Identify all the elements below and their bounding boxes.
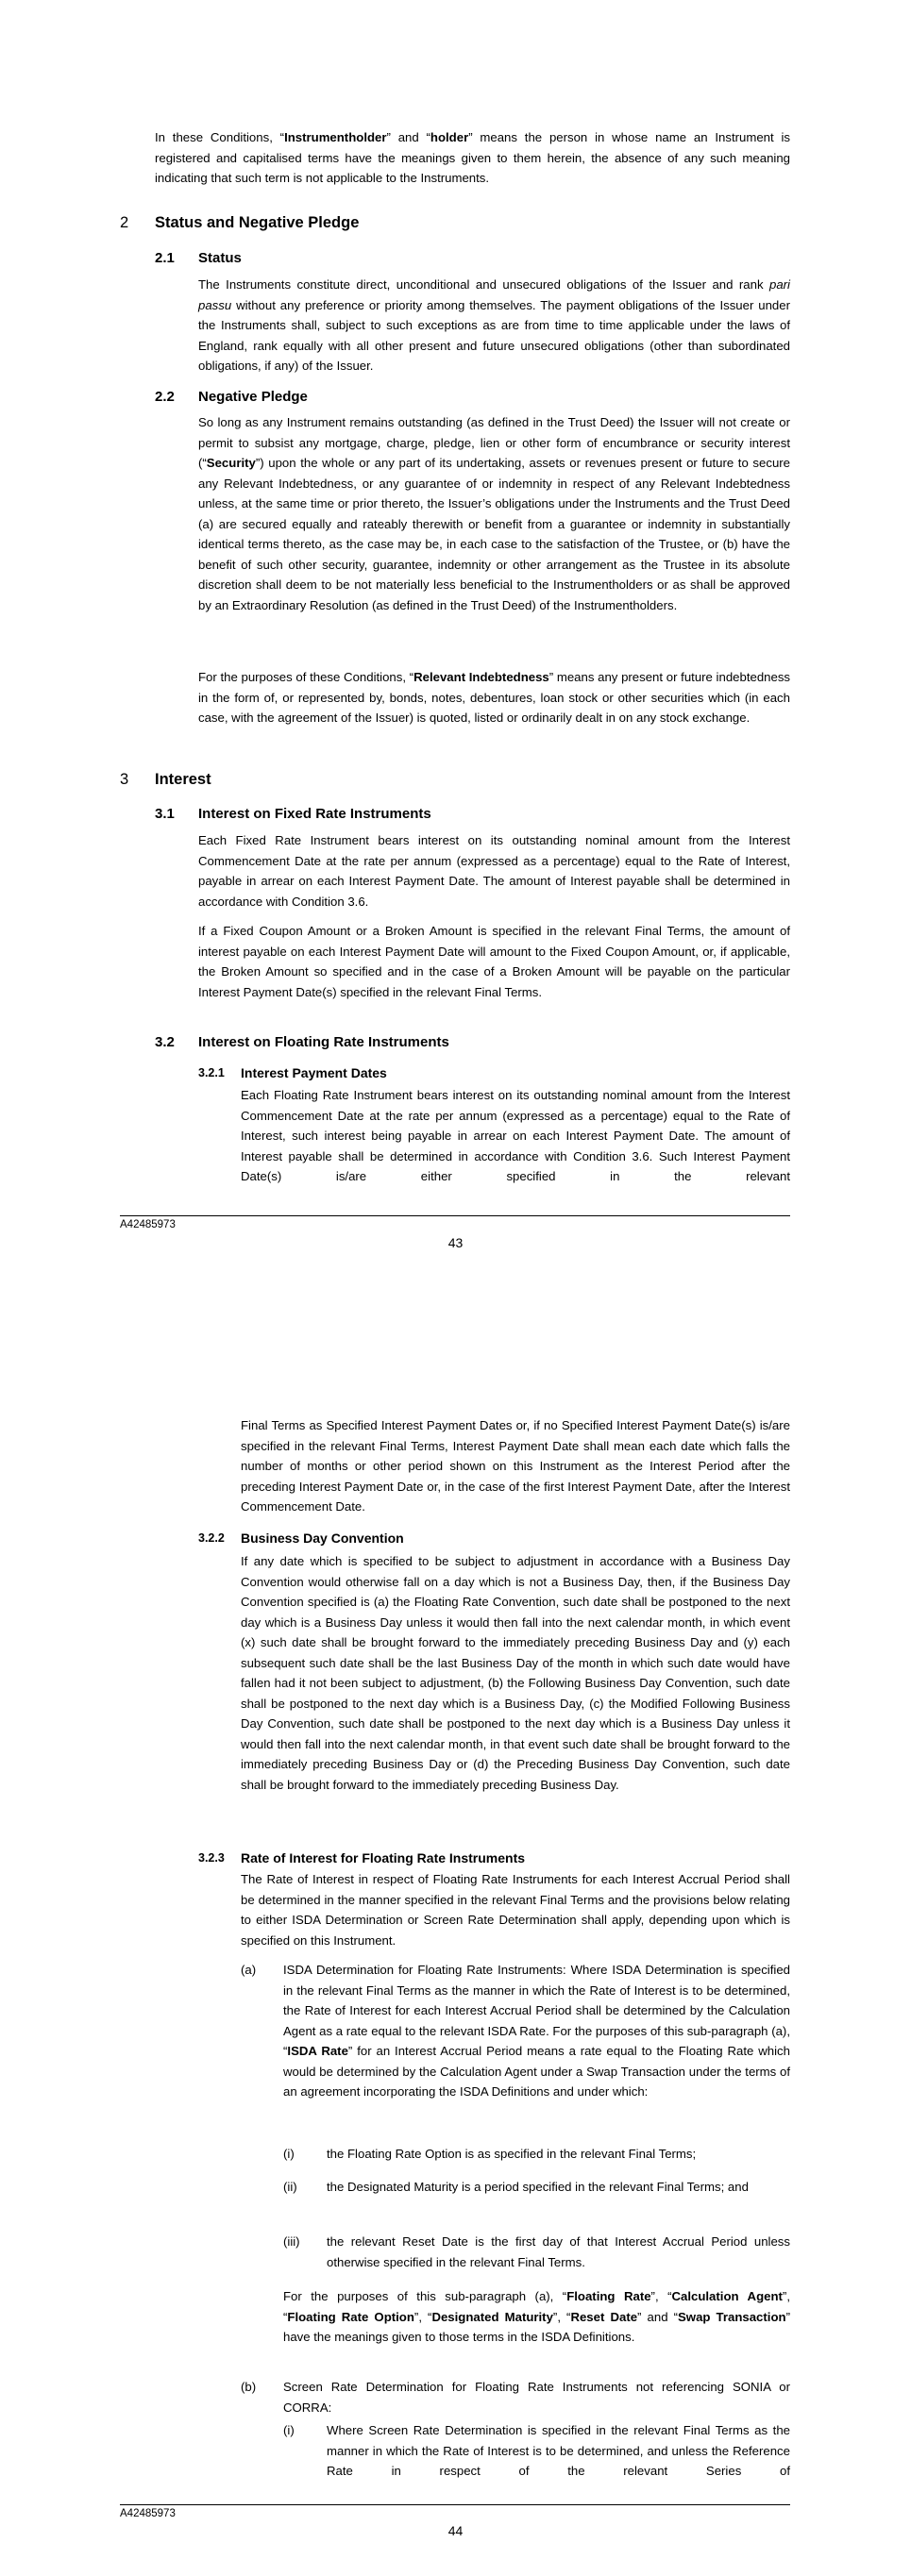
section-3-1-heading: Interest on Fixed Rate Instruments [198,806,431,822]
section-3-2-1-number: 3.2.1 [198,1066,225,1079]
relevant-indebtedness-paragraph: For the purposes of these Conditions, “Relevant Indebtedness” means any present or future indebtedness in the form of, or represented by, bonds, notes, debentures, loan stock or other securities which (in each case, with the agreement of the Issuer) is quoted, listed or ordinarily dealt in on any stock exchange. [198,670,791,725]
section-2-2-number: 2.2 [155,389,175,405]
intro-paragraph: In these Conditions, “Instrumentholder” and “holder” means the person in whose name an Instrument is registered and capitalised terms have the meanings given to them herein, the absence of any such meaning indicating that such term is not applicable to the Instruments. [155,130,790,185]
item-a-i-text: the Floating Rate Option is as specified in the relevant Final Terms; [327,2147,697,2161]
section-3-2-1-heading: Interest Payment Dates [241,1065,387,1080]
fixed-coupon-paragraph: If a Fixed Coupon Amount or a Broken Amount is specified in the relevant Final Terms, the amount of interest payable on each Interest Payment Date will amount to the Fixed Coupon Amount, or, if applicable, the Broken Amount so specified and in the case of a Broken Amount will be payable on the particular Interest Payment Date(s) specified in the relevant Final Terms. [198,924,790,999]
page-44 [0,1288,911,2576]
isda-determination-paragraph: ISDA Determination for Floating Rate Instruments: Where ISDA Determination is specified in the relevant Final Terms as the manner in which the Rate of Interest is to be determined, the Rate of Interest for each Interest Accrual Period shall be determined by the Calculation Agent as a rate equal to the relevant ISDA Rate. For the purposes of this sub-paragraph (a), “ISDA Rate” for an Interest Accrual Period means a rate equal to the Floating Rate which would be determined by the Calculation Agent under a Swap Transaction under the terms of an agreement incorporating the ISDA Definitions and under which: [283,1963,790,2099]
fixed-rate-paragraph: Each Fixed Rate Instrument bears interest on its outstanding nominal amount from the Interest Commencement Date at the rate per annum (expressed as a percentage) equal to the Rate of Interest, payable in arrear on each Interest Payment Date. The amount of Interest payable shall be determined in accordance with Condition 3.6. [198,833,790,909]
section-3-2-heading: Interest on Floating Rate Instruments [198,1034,449,1050]
section-3-2-number: 3.2 [155,1034,175,1050]
item-a-iii-label: (iii) [283,2234,300,2249]
section-3-1-number: 3.1 [155,806,175,822]
item-a-label: (a) [241,1963,257,1977]
section-2-number: 2 [120,214,129,231]
item-b-i-label: (i) [283,2423,295,2437]
document-reference: A42485973 [120,2508,176,2519]
section-2-heading: Status and Negative Pledge [155,214,360,231]
negative-pledge-paragraph: So long as any Instrument remains outstanding (as defined in the Trust Deed) the Issuer will not create or permit to subsist any mortgage, charge, pledge, lien or other form of encumbrance or security interest (“Security”) upon the whole or any part of its undertaking, assets or revenues present or future to secure any Relevant Indebtedness, or any guarantee of or indemnity in respect of any Relevant Indebtedness unless, at the same time or prior thereto, the Issuer’s obligations under the Instruments and the Trust Deed (a) are secured equally and rateably therewith or benefit from a guarantee or indemnity in substantially identical terms thereto, as the case may be, in each case to the satisfaction of the Trustee, or (b) have the benefit of such other security, guarantee, indemnity or other arrangement as the Trustee in its absolute discretion shall deem to be not materially less beneficial to the Instrumentholders or as shall be approved by an Extraordinary Resolution (as defined in the Trust Deed) of the Instrumentholders. [198,415,790,612]
section-2-2-heading: Negative Pledge [198,389,308,405]
section-3-2-3-number: 3.2.3 [198,1851,225,1865]
item-a-iii-text: the relevant Reset Date is the first day of that Interest Accrual Period unless otherwise specified in the relevant Final Terms. [327,2234,790,2269]
item-a-ii-text: the Designated Maturity is a period specified in the relevant Final Terms; and [327,2180,749,2194]
section-3-2-3-heading: Rate of Interest for Floating Rate Instruments [241,1850,526,1865]
document-reference: A42485973 [120,1219,176,1230]
page-number: 43 [447,1235,464,1250]
section-3-2-2-number: 3.2.2 [198,1531,225,1545]
screen-rate-paragraph: Screen Rate Determination for Floating Rate Instruments not referencing SONIA or CORRA: [283,2380,790,2415]
item-a-i-label: (i) [283,2147,295,2161]
business-day-convention-paragraph: If any date which is specified to be subject to adjustment in accordance with a Business Day Convention would otherwise fall on a day which is not a Business Day, then, if the Business Day Convention specified is (a) the Floating Rate Convention, such date shall be postponed to the next day which is a Business Day unless it would then fall into the next calendar month, in which event (x) such date shall be brought forward to the immediately preceding Business Day and (y) each subsequent such date shall be the last Business Day of the month in which such date would have fallen had it not been subject to adjustment, (b) the Following Business Day Convention, such date shall be postponed to the next day which is a Business Day, (c) the Modified Following Business Day Convention, such date shall be postponed to the next day which is a Business Day unless it would then fall into the next calendar month, in that event such date shall be brought forward to the immediately preceding Business Day or (d) the Preceding Business Day Convention, such date shall be brought forward to the immediately preceding Business Day. [241,1554,790,1792]
section-3-heading: Interest [155,771,211,788]
item-b-i-text: Where Screen Rate Determination is specified in the relevant Final Terms as the manner in which the Rate of Interest is to be determined, and unless the Reference Rate in respect of the relevant Series of [327,2423,790,2478]
section-2-1-heading: Status [198,250,242,266]
footer-rule [120,1215,790,1216]
interest-payment-dates-paragraph: Each Floating Rate Instrument bears interest on its outstanding nominal amount from the Interest Commencement Date at the rate per annum (expressed as a percentage) equal to the Rate of Interest, such interest being payable in arrear on each Interest Payment Date. The amount of Interest payable shall be determined in accordance with Condition 3.6. Such Interest Payment Date(s) is/are either specified in the relevant [241,1088,790,1183]
footer-rule [120,2504,790,2505]
item-a-ii-label: (ii) [283,2180,297,2194]
section-2-1-number: 2.1 [155,250,175,266]
item-b-label: (b) [241,2380,257,2394]
section-3-number: 3 [120,771,129,788]
rate-of-interest-paragraph: The Rate of Interest in respect of Floating Rate Instruments for each Interest Accrual Period shall be determined in the manner specified in the relevant Final Terms and the provisions below relating to either ISDA Determination or Screen Rate Determination shall apply, depending upon which is specified on this Instrument. [241,1872,790,1948]
status-paragraph: The Instruments constitute direct, unconditional and unsecured obligations of the Issuer and rank pari passu without any preference or priority among themselves. The payment obligations of the Issuer under the Instruments shall, subject to such exceptions as are from time to time applicable under the laws of England, rank equally with all other present and future unsecured obligations (other than subordinated obligations, if any) of the Issuer. [198,277,790,373]
isda-definitions-paragraph: For the purposes of this sub-paragraph (a), “Floating Rate”, “Calculation Agent”, “Floating Rate Option”, “Designated Maturity”, “Reset Date” and “Swap Transaction” have the meanings given to those terms in the ISDA Definitions. [283,2289,790,2344]
section-3-2-2-heading: Business Day Convention [241,1531,404,1546]
page-number: 44 [447,2523,464,2538]
continued-paragraph: Final Terms as Specified Interest Payment Dates or, if no Specified Interest Payment Date(s) is/are specified in the relevant Final Terms, Interest Payment Date shall mean each date which falls the number of months or other period shown on this Instrument as the Interest Period after the preceding Interest Payment Date or, in the case of the first Interest Payment Date, after the Interest Commencement Date. [241,1418,790,1514]
